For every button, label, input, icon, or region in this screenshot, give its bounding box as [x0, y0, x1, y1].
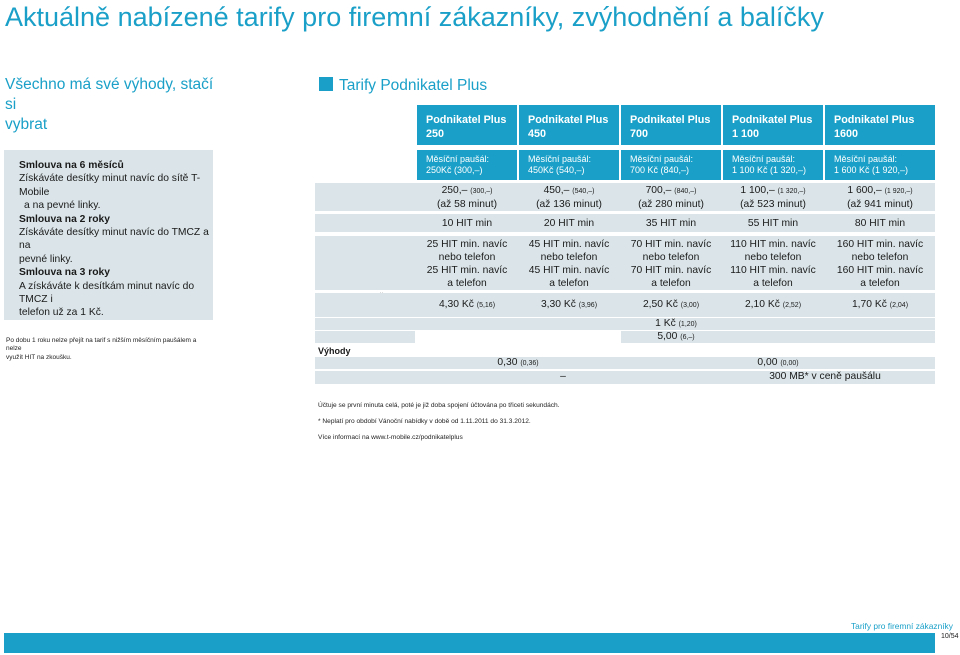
fee-value: 450Kč (540,–): [528, 165, 585, 175]
contract-heading: Smlouva na 6 měsíců: [19, 160, 124, 171]
tariff-header: [723, 105, 823, 145]
contract-benefits-box: [4, 150, 213, 361]
tariff-name: Podnikatel Plus: [426, 114, 507, 126]
tariff-name: Podnikatel Plus: [528, 114, 609, 126]
footnote: Účtuje se první minuta celá, poté je již doba spojení účtována po třiceti sekundách.: [318, 402, 560, 409]
hit-24-months-cell: 160 HIT min. navíc nebo telefon: [836, 239, 924, 263]
sms-price-cell: 1 Kč (1,20): [655, 318, 697, 329]
mms-price-cell: 5,00 (6,–): [657, 331, 695, 342]
tariff-name: Podnikatel Plus: [630, 114, 711, 126]
credit-cell: 1 600,– (1 920,–) (až 941 minut): [847, 185, 913, 210]
contract-heading: Smlouva na 3 roky: [19, 267, 110, 279]
hit-36-months-cell: 25 HIT min. navíc a telefon: [426, 265, 508, 289]
tariff-code: 1 100: [732, 128, 760, 140]
tariff-code: 700: [630, 128, 649, 140]
fee-value: 1 100 Kč (1 320,–): [732, 165, 807, 175]
hit-6-months-cell: 80 HIT min: [854, 218, 906, 229]
fee-label: Měsíční paušál:: [528, 154, 592, 164]
hit-36-months-cell: 110 HIT min. navíc a telefon: [730, 265, 816, 289]
hit-24-months-cell: 70 HIT min. navíc nebo telefon: [630, 239, 712, 263]
hit-24-months-cell: 25 HIT min. navíc nebo telefon: [426, 239, 508, 263]
minute-price-cell: 2,10 Kč (2,52): [744, 299, 802, 310]
footer-bar: [4, 633, 935, 653]
page-title: Aktuálně nabízené tarify pro firemní zákazníky, zvýhodnění a balíčky: [5, 2, 824, 32]
intro-text: [5, 75, 220, 135]
contract-text: A získáváte k desítkám minut navíc do TMCZ i: [19, 280, 195, 306]
hit-24-months-cell: 45 HIT min. navíc nebo telefon: [528, 239, 610, 263]
contract-text: Získáváte desítky minut navíc do TMCZ a na: [19, 227, 209, 252]
tariff-code: 1600: [834, 128, 859, 140]
tariff-name: Podnikatel Plus: [732, 114, 813, 126]
credit-cell: 250,– (300,–) (až 58 minut): [436, 185, 498, 210]
contract-text: a na pevné linky.: [24, 200, 101, 212]
monthly-fee-cell: [519, 150, 619, 180]
fee-value: 250Kč (300,–): [426, 165, 483, 175]
fee-value: 1 600 Kč (1 920,–): [834, 165, 909, 175]
contract-note-line: využít HIT na zkoušku.: [6, 353, 72, 361]
square-bullet-icon: [319, 77, 333, 91]
fee-label: Měsíční paušál:: [834, 154, 898, 164]
mobile-internet-cell: –: [560, 371, 566, 382]
monthly-fee-cell: [417, 150, 517, 180]
contract-text: telefon už za 1 Kč.: [19, 307, 104, 319]
contract-note-line: Po dobu 1 roku nelze přejít na tarif s nižším měsíčním paušálem a nelze: [6, 336, 197, 353]
credit-cell: 700,– (840,–) (až 280 minut): [638, 185, 704, 210]
section-title-text: Tarify Podnikatel Plus: [339, 77, 488, 94]
monthly-fee-cell: [723, 150, 823, 180]
fee-label: Měsíční paušál:: [732, 154, 796, 164]
row-bar-mms-label: [315, 331, 415, 343]
footnote: Více informací na www.t-mobile.cz/podnikatelplus: [318, 434, 463, 441]
contract-heading: Smlouva na 2 roky: [19, 213, 110, 225]
footer-label: Tarify pro firemní zákazníky: [851, 621, 953, 631]
monthly-fee-cell: [621, 150, 721, 180]
contract-note: [6, 337, 213, 363]
tariff-header: [825, 105, 935, 145]
minute-price-cell: 4,30 Kč (5,16): [438, 299, 496, 310]
company-calls-cell: 0,30 (0,36): [497, 357, 539, 368]
intro-line: vybrat: [5, 116, 48, 133]
hit-6-months-cell: 20 HIT min: [543, 218, 595, 229]
contract-text: Získáváte desítky minut navíc do sítě T-Mobile: [19, 173, 201, 198]
fee-label: Měsíční paušál:: [426, 154, 490, 164]
fee-label: Měsíční paušál:: [630, 154, 694, 164]
credit-cell: 450,– (540,–) (až 136 minut): [536, 185, 602, 210]
hit-6-months-cell: 35 HIT min: [645, 218, 697, 229]
monthly-fee-cell: [825, 150, 935, 180]
row-label-benefits: Výhody: [318, 346, 351, 356]
page-number: 10/54: [941, 633, 959, 640]
tariff-header: [621, 105, 721, 145]
fee-value: 700 Kč (840,–): [630, 165, 690, 175]
hit-36-months-cell: 70 HIT min. navíc a telefon: [630, 265, 712, 289]
tariff-name: Podnikatel Plus: [834, 114, 915, 126]
section-title: [319, 77, 487, 95]
footnote: * Neplatí pro období Vánoční nabídky v době od 1.11.2011 do 31.3.2012.: [318, 418, 531, 425]
tariff-code: 450: [528, 128, 547, 140]
company-calls-cell: 0,00 (0,00): [757, 357, 799, 368]
minute-price-cell: 2,50 Kč (3,00): [642, 299, 700, 310]
minute-price-cell: 1,70 Kč (2,04): [851, 299, 909, 310]
hit-36-months-cell: 45 HIT min. navíc a telefon: [528, 265, 610, 289]
contract-text: pevné linky.: [19, 253, 73, 265]
minute-price-cell: 3,30 Kč (3,96): [540, 299, 598, 310]
hit-24-months-cell: 110 HIT min. navíc nebo telefon: [730, 239, 816, 263]
tariff-code: 250: [426, 128, 445, 140]
tariff-header: [519, 105, 619, 145]
hit-6-months-cell: 55 HIT min: [747, 218, 799, 229]
hit-36-months-cell: 160 HIT min. navíc a telefon: [836, 265, 924, 289]
mobile-internet-cell: 300 MB* v ceně paušálu: [769, 371, 881, 382]
intro-line: Všechno má své výhody, stačí si: [5, 76, 214, 113]
tariff-header: [417, 105, 517, 145]
credit-cell: 1 100,– (1 320,–) (až 523 minut): [740, 185, 806, 210]
hit-6-months-cell: 10 HIT min: [441, 218, 493, 229]
